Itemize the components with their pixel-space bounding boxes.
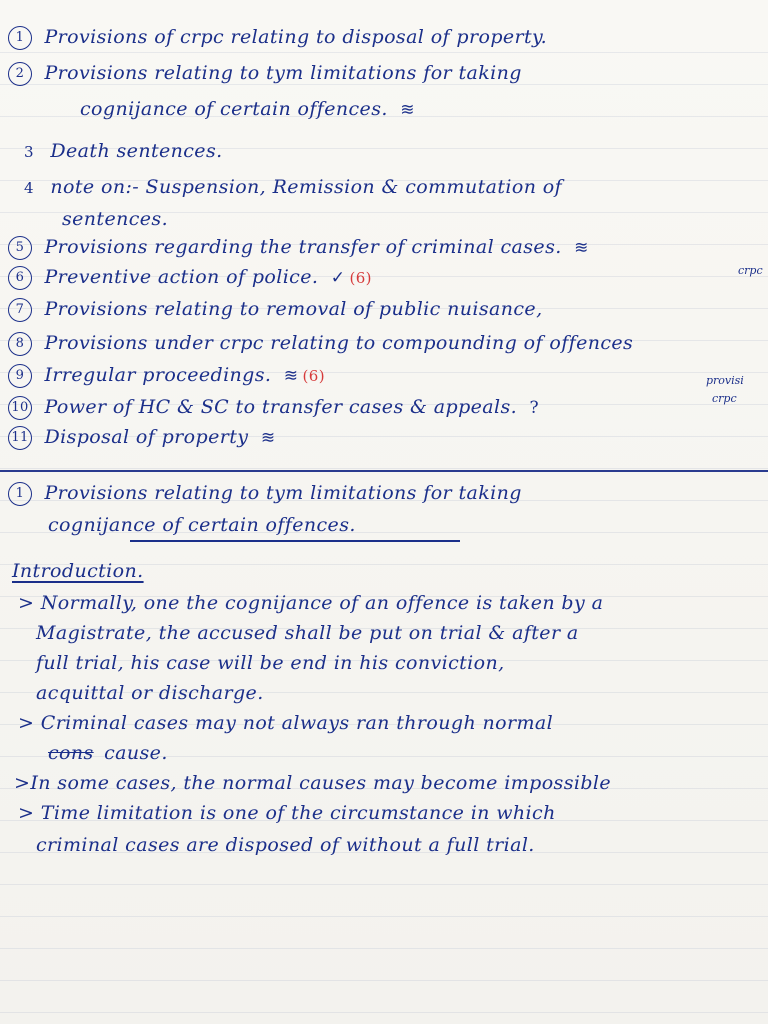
item-number: 9 <box>8 364 32 388</box>
intro-line-text: acquittal or discharge. <box>36 682 264 704</box>
item-number: 6 <box>8 266 32 290</box>
item-number: 1 <box>8 26 32 50</box>
intro-line-text: > Criminal cases may not always ran through normal <box>18 712 554 734</box>
item-text: Provisions relating to tym limitations for taking <box>44 62 522 84</box>
ruled-line <box>0 468 768 469</box>
intro-line <box>18 592 603 614</box>
check-mark-icon: ≋ <box>400 100 413 120</box>
section-divider <box>0 470 768 472</box>
item-number: 3 <box>24 143 34 161</box>
ruled-line <box>0 52 768 53</box>
list-item <box>24 140 223 162</box>
list-item <box>8 396 537 420</box>
check-mark-icon: ≋ <box>283 366 297 386</box>
item-text: Irregular proceedings. <box>44 364 272 386</box>
list-item-continuation <box>80 98 413 120</box>
item-text: sentences. <box>62 208 169 230</box>
item-number: 2 <box>8 62 32 86</box>
list-item <box>8 236 586 260</box>
item-text: cognijance of certain offences. <box>80 98 388 120</box>
item-number: 5 <box>8 236 32 260</box>
check-mark-icon: ✓ <box>330 268 343 288</box>
check-mark-icon: ≋ <box>574 238 587 258</box>
intro-line <box>36 682 264 704</box>
item-text: Provisions under crpc relating to compounding of offences <box>44 332 634 354</box>
check-mark-icon: ≋ <box>260 428 274 448</box>
ruled-line <box>0 916 768 917</box>
ruled-line <box>0 1012 768 1013</box>
list-item <box>8 266 372 290</box>
item-number: 10 <box>8 396 32 420</box>
item-number: 4 <box>24 179 34 197</box>
intro-line <box>18 802 556 824</box>
item-text: Provisions relating to removal of public nuisance, <box>44 298 543 320</box>
section-title: Provisions relating to tym limitations for taking <box>44 482 522 504</box>
item-text: Power of HC & SC to transfer cases & appeals. <box>44 396 518 418</box>
section-title: cognijance of certain offences. <box>48 514 356 536</box>
list-item <box>8 62 522 86</box>
marks-annotation: (6) <box>302 367 325 385</box>
intro-line-text: full trial, his case will be end in his conviction, <box>36 652 505 674</box>
list-item <box>8 426 273 450</box>
list-item <box>8 332 633 356</box>
intro-line <box>36 834 535 856</box>
item-text: note on:- Suspension, Remission & commutation of <box>50 176 563 198</box>
section-heading <box>8 482 522 506</box>
heading-underline <box>130 540 460 542</box>
struck-word: cons <box>48 742 94 764</box>
item-number: 7 <box>8 298 32 322</box>
intro-line-text: criminal cases are disposed of without a full trial. <box>36 834 535 856</box>
ruled-line <box>0 980 768 981</box>
item-text: Disposal of property <box>44 426 249 448</box>
intro-line <box>36 652 505 674</box>
item-text: Provisions of crpc relating to disposal of property. <box>44 26 548 48</box>
margin-note: provisi <box>706 374 744 387</box>
intro-line <box>14 772 611 794</box>
marks-annotation: (6) <box>349 269 372 287</box>
item-number: 11 <box>8 426 32 450</box>
intro-heading <box>12 560 144 582</box>
intro-line <box>36 622 579 644</box>
section-number: 1 <box>8 482 32 506</box>
item-text: Provisions regarding the transfer of criminal cases. <box>44 236 562 258</box>
intro-line <box>48 742 168 764</box>
list-item <box>8 364 325 388</box>
intro-line-text: >In some cases, the normal causes may become impossible <box>14 772 612 794</box>
intro-line-text: cause. <box>104 742 168 764</box>
item-text: Preventive action of police. <box>44 266 319 288</box>
list-item <box>8 26 547 50</box>
list-item <box>24 176 562 198</box>
item-text: Death sentences. <box>50 140 223 162</box>
intro-heading-text: Introduction. <box>12 560 144 582</box>
intro-line-text: > Time limitation is one of the circumstance in which <box>18 802 556 824</box>
intro-line-text: Magistrate, the accused shall be put on trial & after a <box>36 622 579 644</box>
ruled-line <box>0 948 768 949</box>
section-heading-continuation <box>48 514 356 536</box>
question-mark-icon: ? <box>529 398 537 418</box>
intro-line <box>18 712 553 734</box>
item-number: 8 <box>8 332 32 356</box>
list-item-continuation <box>62 208 168 230</box>
list-item <box>8 298 543 322</box>
margin-note: crpc <box>738 264 763 277</box>
ruled-line <box>0 884 768 885</box>
intro-line-text: > Normally, one the cognijance of an offence is taken by a <box>18 592 604 614</box>
margin-note: crpc <box>712 392 737 405</box>
